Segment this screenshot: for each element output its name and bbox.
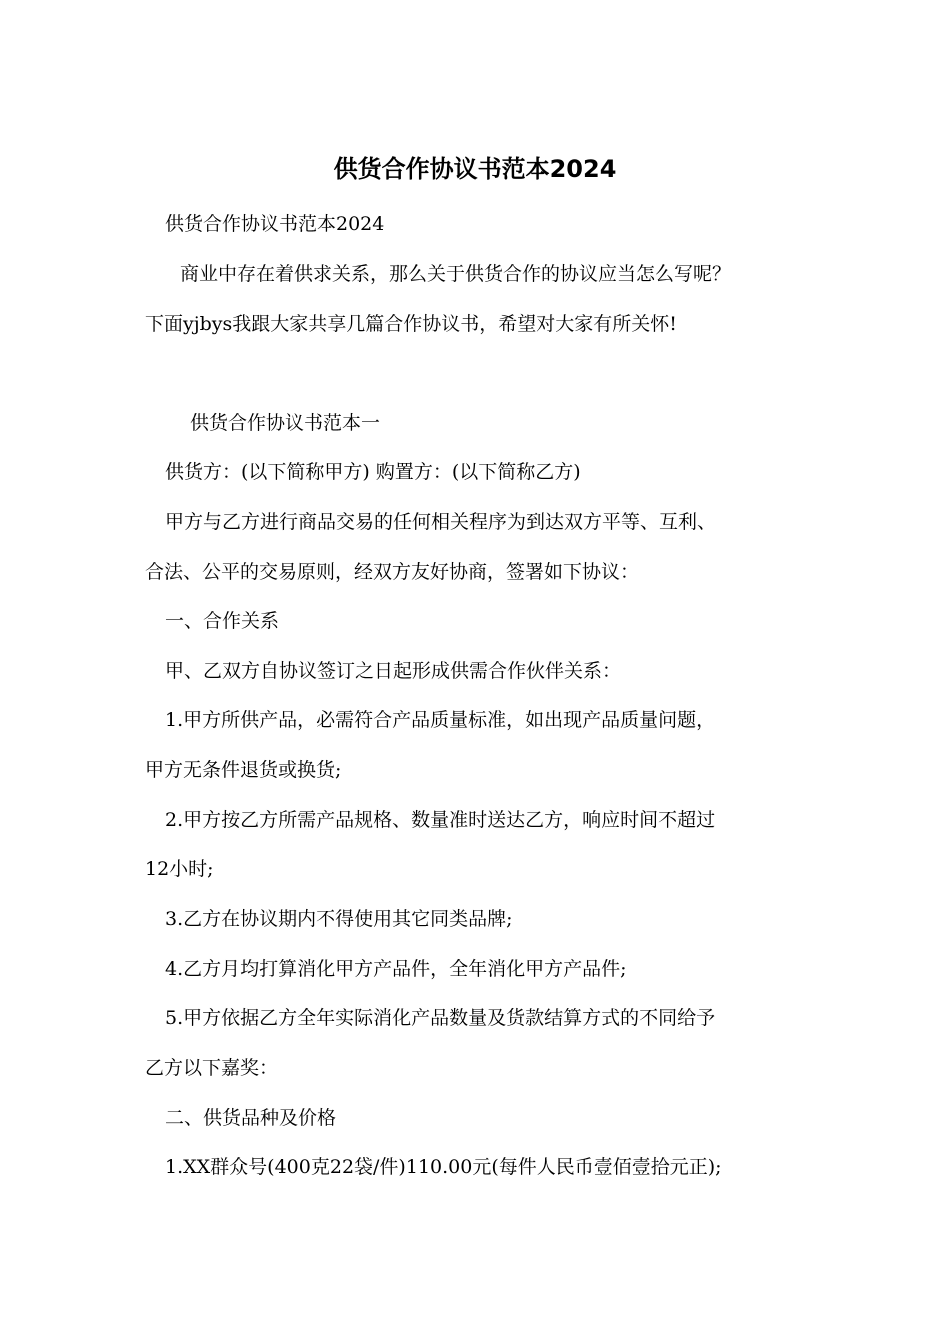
list-item-line: 2.甲方按乙方所需产品规格、数量准时送达乙方，响应时间不超过: [165, 809, 716, 831]
body-paragraph-line: 甲方与乙方进行商品交易的任何相关程序为到达双方平等、互利、: [165, 511, 717, 533]
clause-heading: 二、供货品种及价格: [165, 1107, 337, 1129]
list-item-line: 5.甲方依据乙方全年实际消化产品数量及货款结算方式的不同给予: [165, 1007, 716, 1029]
list-item-line: 1.XX群众号(400克22袋/件)110.00元(每件人民币壹佰壹拾元正);: [165, 1156, 722, 1178]
list-item-line: 12小时;: [145, 858, 214, 880]
intro-paragraph-line: 下面yjbys我跟大家共享几篇合作协议书，希望对大家有所关怀!: [145, 313, 677, 335]
clause-heading: 一、合作关系: [165, 610, 280, 632]
list-item-line: 4.乙方月均打算消化甲方产品件，全年消化甲方产品件;: [165, 958, 627, 980]
subtitle-paragraph: 供货合作协议书范本2024: [165, 213, 385, 235]
intro-paragraph-line: 商业中存在着供求关系，那么关于供货合作的协议应当怎么写呢？: [180, 263, 732, 285]
list-item-line: 甲方无条件退货或换货;: [145, 759, 342, 781]
document-title: 供货合作协议书范本2024: [333, 155, 617, 183]
body-paragraph-line: 合法、公平的交易原则，经双方友好协商，签署如下协议：: [145, 561, 640, 583]
body-paragraph-line: 甲、乙双方自协议签订之日起形成供需合作伙伴关系：: [165, 660, 622, 682]
parties-line: 供货方：(以下简称甲方) 购置方：(以下简称乙方): [165, 461, 581, 483]
list-item-line: 3.乙方在协议期内不得使用其它同类品牌;: [165, 908, 513, 930]
section-heading: 供货合作协议书范本一: [190, 412, 381, 434]
list-item-line: 1.甲方所供产品，必需符合产品质量标准，如出现产品质量问题，: [165, 709, 716, 731]
list-item-line: 乙方以下嘉奖：: [145, 1057, 279, 1079]
